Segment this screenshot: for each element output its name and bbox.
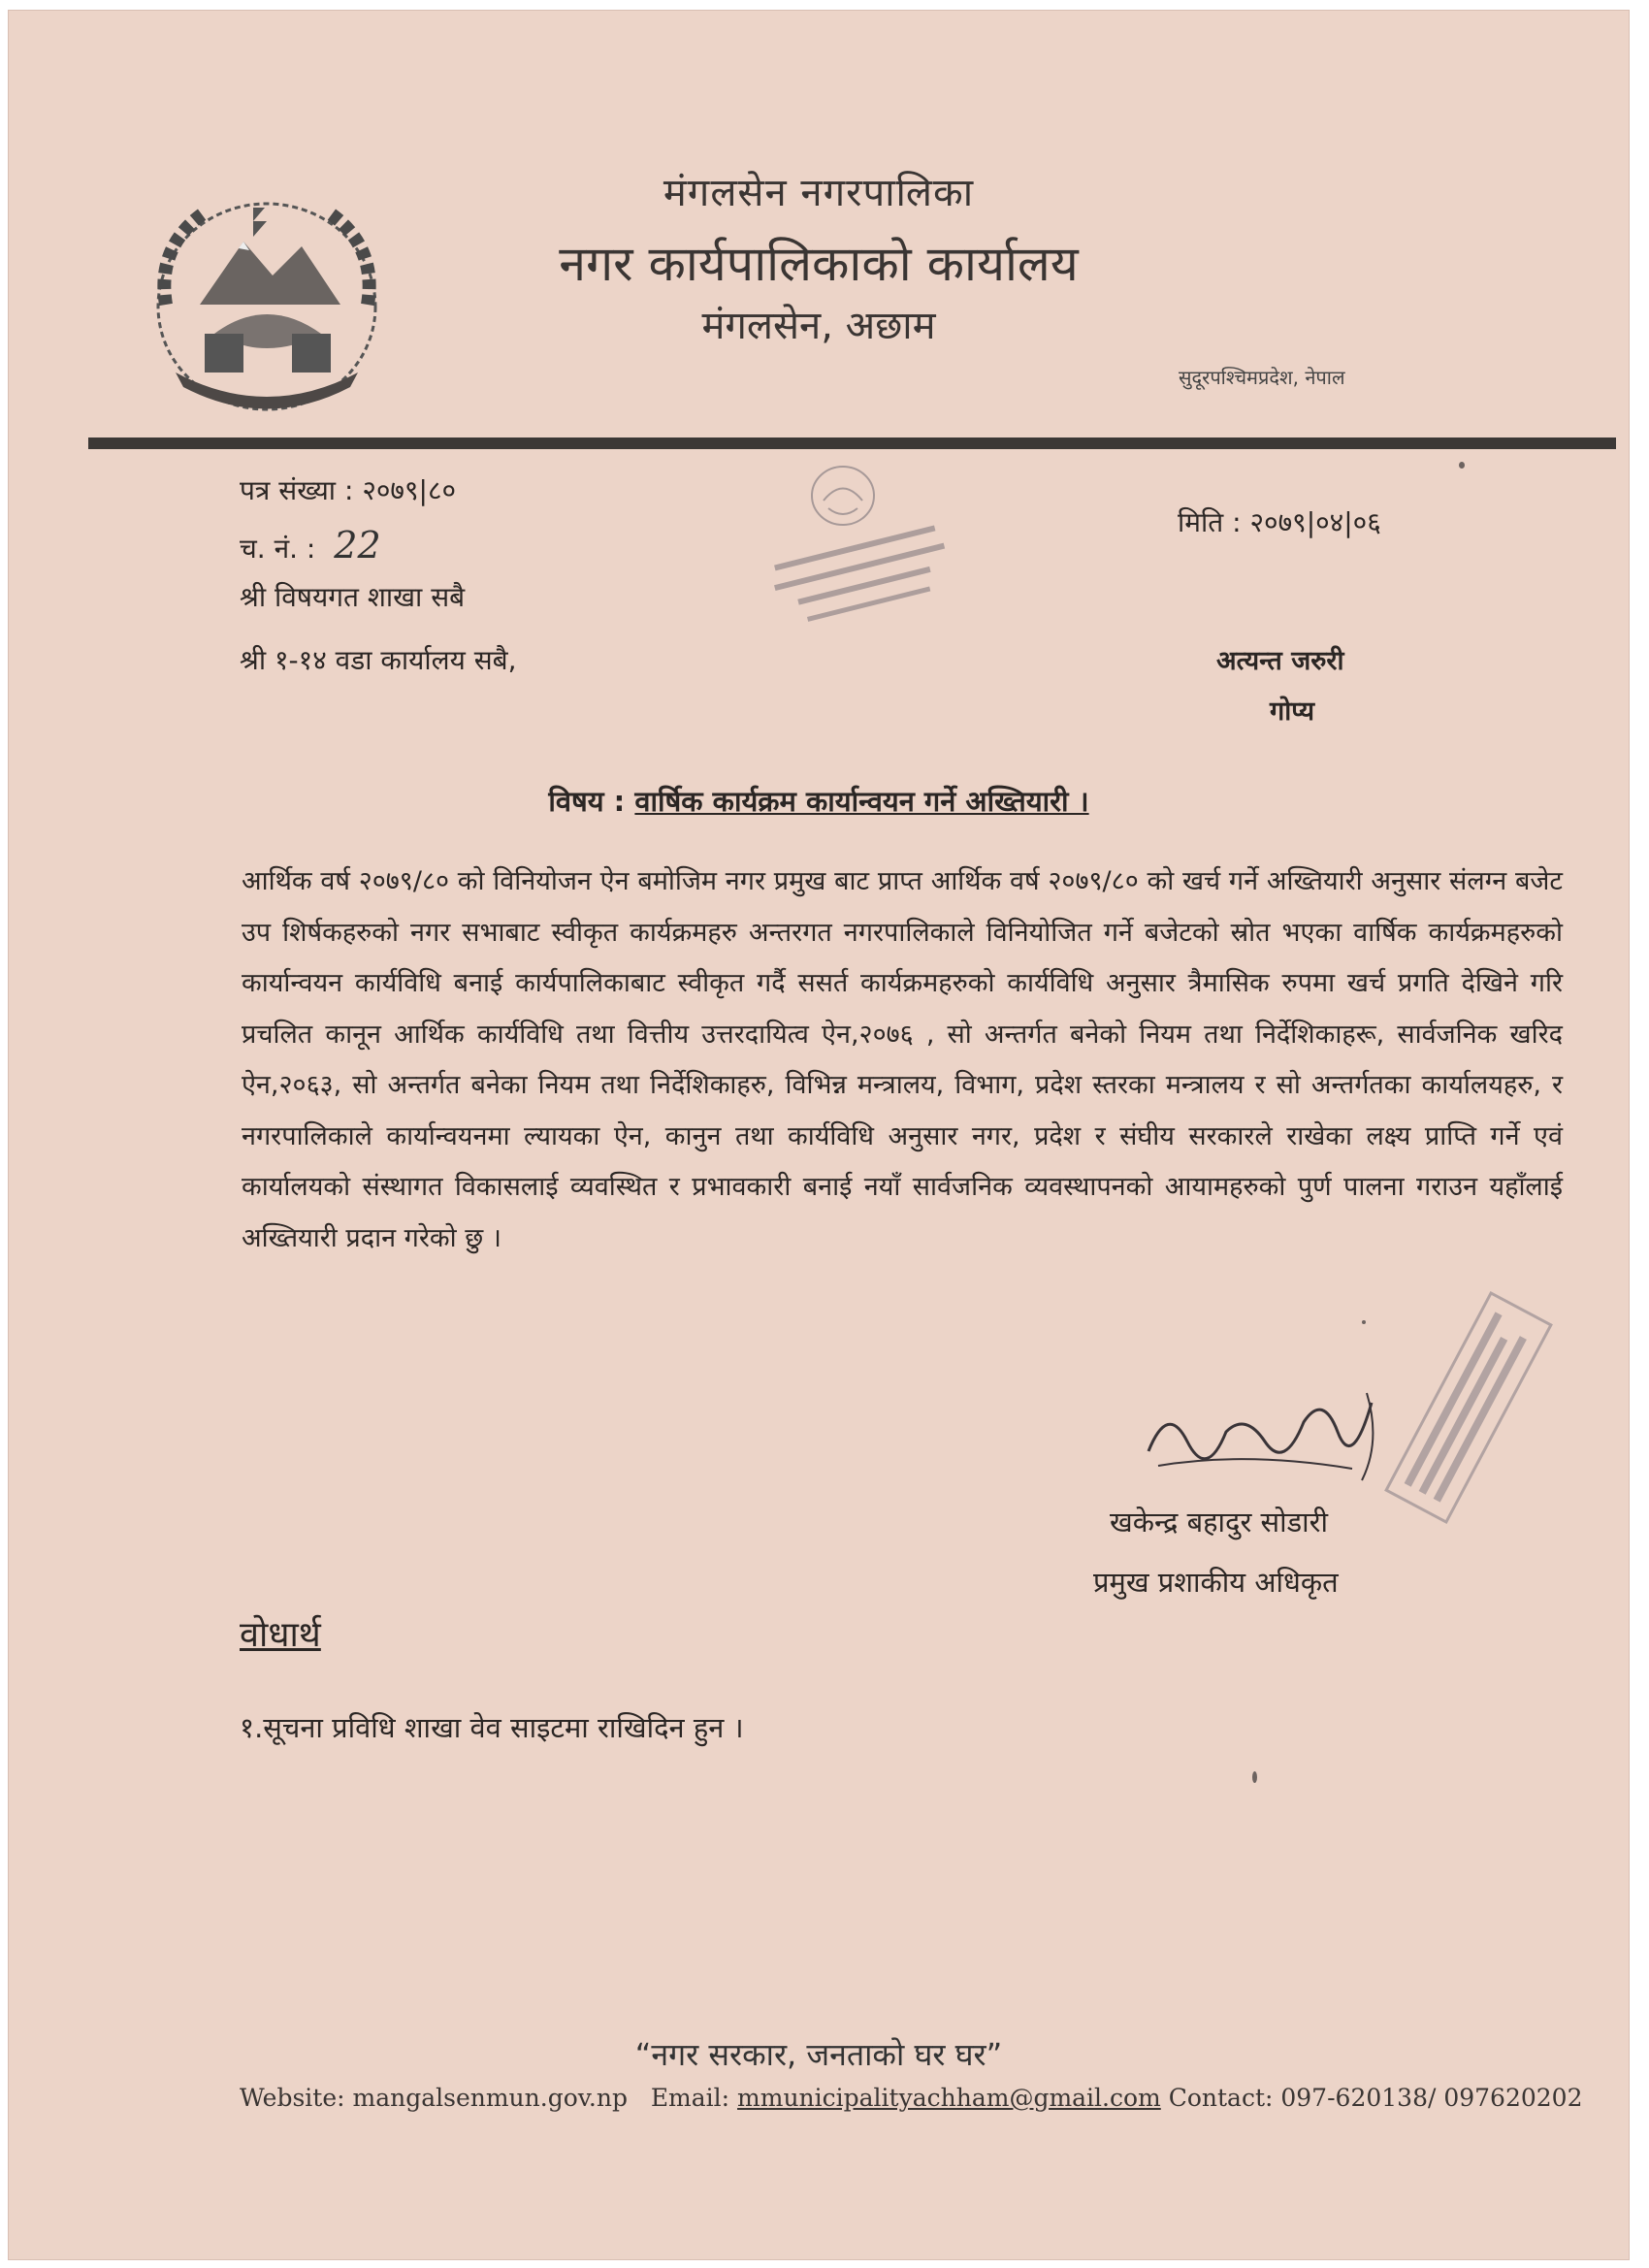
office-seal-stamp [741,452,984,656]
subject-label: विषय : [548,785,626,818]
website-link[interactable]: mangalsenmun.gov.np [352,2084,628,2112]
dispatch-number-value: 22 [334,524,381,567]
footer-contact [240,2083,1598,2114]
urgent-label: अत्यन्त जरुरी [1216,646,1344,676]
date-label: मिति : [1178,506,1242,538]
province-label: सुदूरपश्चिमप्रदेश, नेपाल [1179,366,1345,389]
dispatch-number [240,524,381,567]
municipality-name: मंगलसेन नगरपालिका [663,171,975,215]
cc-heading: वोधार्थ [240,1615,321,1655]
cc-item: १.सूचना प्रविधि शाखा वेव साइटमा राखिदिन हुन । [240,1711,744,1744]
letter-page [8,10,1630,2260]
recipient-line-1: श्री विषयगत शाखा सबै [240,581,466,613]
date-value: २०७९|०४|०६ [1249,506,1381,538]
footer-motto: “नगर सरकार, जनताको घर घर” [634,2036,1003,2073]
subject-text: वार्षिक कार्यक्रम कार्यान्वयन गर्ने अख्तियारी । [634,785,1089,818]
paper-speck [1252,1771,1257,1783]
letter-number-value: २०७९|८० [362,474,457,506]
officer-name-stamp [1338,1281,1600,1534]
contact-numbers: 097-620138/ 097620202 [1280,2084,1583,2112]
letter-date [1178,503,1381,540]
paper-speck [1459,462,1465,469]
office-name: नगर कार्यपालिकाको कार्यालय [559,236,1079,292]
subject-line [9,782,1629,820]
email-link[interactable]: mmunicipalityachham@gmail.com [737,2084,1161,2112]
letter-number-label: पत्र संख्या : [240,474,354,506]
confidential-label: गोप्य [1270,697,1314,727]
paper-speck [1362,1320,1366,1324]
contact-label: Contact: [1168,2084,1274,2112]
header-divider [88,437,1616,449]
letter-body: आर्थिक वर्ष २०७९/८० को विनियोजन ऐन बमोजिम नगर प्रमुख बाट प्राप्त आर्थिक वर्ष २०७९/८० को खर्च गर्ने अख्तियारी अनुसार संलग्न बजेट उप शिर्षकहरुको नगर सभाबाट स्वीकृत कार्यक्रमहरु अन्तरगत नगरपालिकाले विनियोजित गर्ने बजेटको स्रोत भएका वार्षिक कार्यक्रमहरुको कार्यान्वयन कार्यविधि बनाई कार्यपालिकाबाट स्वीकृत गर्दै ससर्त कार्यक्रमहरुको कार्यविधि अनुसार त्रैमासिक रुपमा खर्च प्रगति देखिने गरि प्रचलित कानून आर्थिक कार्यविधि तथा वित्तीय उत्तरदायित्व ऐन,२०७६ , सो अन्तर्गत बनेको नियम तथा निर्देशिकाहरू, सार्वजनिक खरिद ऐन,२०६३, सो अन्तर्गत बनेका नियम तथा निर्देशिकाहरु, विभिन्न मन्त्रालय, विभाग, प्रदेश स्तरका मन्त्रालय र सो अन्तर्गतका कार्यालयहरु, र नगरपालिकाले कार्यान्वयनमा ल्यायका ऐन, कानुन तथा कार्यविधि अनुसार नगर, प्रदेश र संघीय सरकारले राखेका लक्ष्य प्राप्ति गर्ने एवं कार्यालयको संस्थागत विकासलाई व्यवस्थित र प्रभावकारी बनाई नयाँ सार्वजनिक व्यवस्थापनको आयामहरुको पुर्ण पालना गराउन यहाँलाई अख्तियारी प्रदान गरेको छु । [242,866,1563,1253]
letter-number [240,471,456,508]
office-location: मंगलसेन, अछाम [701,304,936,348]
recipient-line-2: श्री १-१४ वडा कार्यालय सबै, [240,644,517,676]
dispatch-number-label: च. नं. : [240,533,316,565]
email-label: Email: [650,2084,730,2112]
signatory-name: खकेन्द्र बहादुर सोडारी [1110,1506,1329,1539]
signatory-designation: प्रमुख प्रशाकीय अधिकृत [1093,1566,1339,1599]
website-label: Website: [240,2084,345,2112]
